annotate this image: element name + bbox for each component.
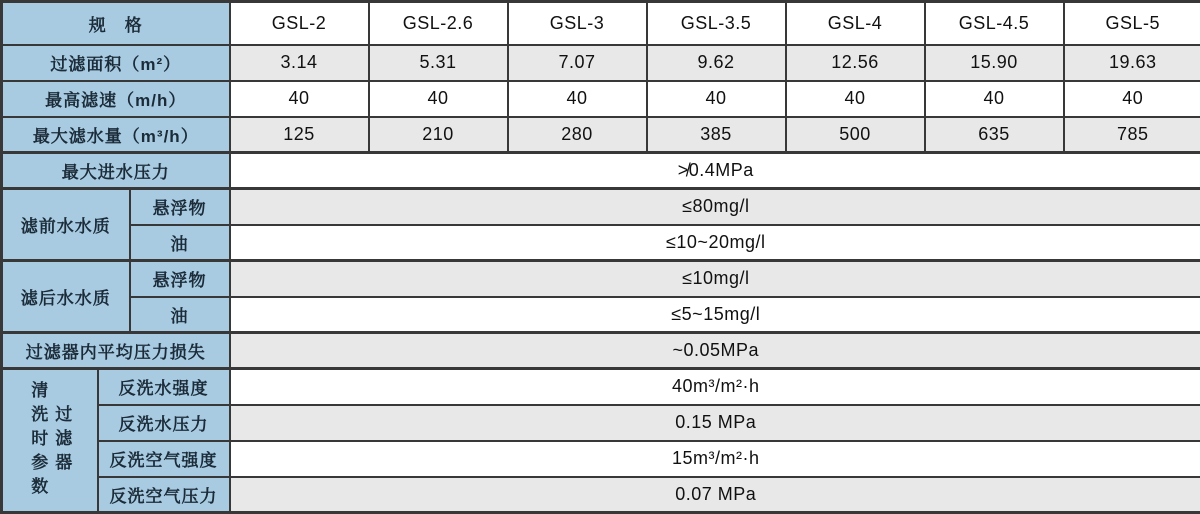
filter-speed-label: 最高滤速（m/h） xyxy=(2,81,230,117)
filter-speed-value: 40 xyxy=(230,81,369,117)
max-flow-label: 最大滤水量（m³/h） xyxy=(2,117,230,153)
max-flow-value: 785 xyxy=(1064,117,1200,153)
filter-speed-value: 40 xyxy=(647,81,786,117)
post-filter-oil-value: ≤5~15mg/l xyxy=(230,297,1200,333)
pressure-loss-value: ~0.05MPa xyxy=(230,333,1200,369)
inlet-pressure-value: ≯0.4MPa xyxy=(230,153,1200,189)
pre-filter-suspended-label: 悬浮物 xyxy=(130,189,230,225)
pressure-loss-label: 过滤器内平均压力损失 xyxy=(2,333,230,369)
max-flow-value: 210 xyxy=(369,117,508,153)
filter-area-value: 5.31 xyxy=(369,45,508,81)
model-header: GSL-4.5 xyxy=(925,2,1064,45)
backwash-water-intensity-label: 反洗水强度 xyxy=(98,369,230,405)
max-flow-row xyxy=(2,117,1200,153)
backwash-air-intensity-row xyxy=(2,441,1200,477)
inlet-pressure-row xyxy=(2,153,1200,189)
cleaning-group-label xyxy=(2,369,98,513)
model-header: GSL-5 xyxy=(1064,2,1200,45)
cleaning-group-label-wrap xyxy=(3,381,97,501)
filter-speed-value: 40 xyxy=(786,81,925,117)
backwash-water-intensity-row xyxy=(2,369,1200,405)
backwash-air-pressure-row xyxy=(2,477,1200,513)
model-header: GSL-3.5 xyxy=(647,2,786,45)
filter-area-value: 7.07 xyxy=(508,45,647,81)
inlet-pressure-label: 最大进水压力 xyxy=(2,153,230,189)
backwash-air-pressure-value: 0.07 MPa xyxy=(230,477,1200,513)
max-flow-value: 125 xyxy=(230,117,369,153)
max-flow-value: 280 xyxy=(508,117,647,153)
filter-area-value: 3.14 xyxy=(230,45,369,81)
filter-speed-value: 40 xyxy=(369,81,508,117)
filter-area-value: 15.90 xyxy=(925,45,1064,81)
filter-area-value: 12.56 xyxy=(786,45,925,81)
pre-filter-group-label: 滤前水水质 xyxy=(2,189,130,261)
backwash-air-pressure-label: 反洗空气压力 xyxy=(98,477,230,513)
model-header: GSL-3 xyxy=(508,2,647,45)
backwash-water-pressure-label: 反洗水压力 xyxy=(98,405,230,441)
pre-filter-suspended-row xyxy=(2,189,1200,225)
post-filter-suspended-label: 悬浮物 xyxy=(130,261,230,297)
backwash-air-intensity-label: 反洗空气强度 xyxy=(98,441,230,477)
post-filter-group-label: 滤后水水质 xyxy=(2,261,130,333)
backwash-air-intensity-value: 15m³/m²·h xyxy=(230,441,1200,477)
post-filter-oil-label: 油 xyxy=(130,297,230,333)
model-header: GSL-4 xyxy=(786,2,925,45)
filter-area-label: 过滤面积（m²） xyxy=(2,45,230,81)
pre-filter-suspended-value: ≤80mg/l xyxy=(230,189,1200,225)
cleaning-group-label-left: 清洗时参数 xyxy=(29,381,46,501)
backwash-water-intensity-value: 40m³/m²·h xyxy=(230,369,1200,405)
max-flow-value: 385 xyxy=(647,117,786,153)
backwash-water-pressure-value: 0.15 MPa xyxy=(230,405,1200,441)
filter-speed-value: 40 xyxy=(508,81,647,117)
pre-filter-oil-value: ≤10~20mg/l xyxy=(230,225,1200,261)
filter-area-row xyxy=(2,45,1200,81)
pre-filter-oil-label: 油 xyxy=(130,225,230,261)
post-filter-suspended-row xyxy=(2,261,1200,297)
pressure-loss-row xyxy=(2,333,1200,369)
pre-filter-oil-row xyxy=(2,225,1200,261)
model-header: GSL-2 xyxy=(230,2,369,45)
spec-header-label: 规 格 xyxy=(2,2,230,45)
header-row xyxy=(2,2,1200,45)
filter-speed-value: 40 xyxy=(1064,81,1200,117)
filter-speed-value: 40 xyxy=(925,81,1064,117)
max-flow-value: 500 xyxy=(786,117,925,153)
filter-area-value: 19.63 xyxy=(1064,45,1200,81)
cleaning-group-label-right: 过滤器 xyxy=(53,405,70,477)
post-filter-oil-row xyxy=(2,297,1200,333)
filter-area-value: 9.62 xyxy=(647,45,786,81)
backwash-water-pressure-row xyxy=(2,405,1200,441)
model-header: GSL-2.6 xyxy=(369,2,508,45)
filter-speed-row xyxy=(2,81,1200,117)
post-filter-suspended-value: ≤10mg/l xyxy=(230,261,1200,297)
max-flow-value: 635 xyxy=(925,117,1064,153)
